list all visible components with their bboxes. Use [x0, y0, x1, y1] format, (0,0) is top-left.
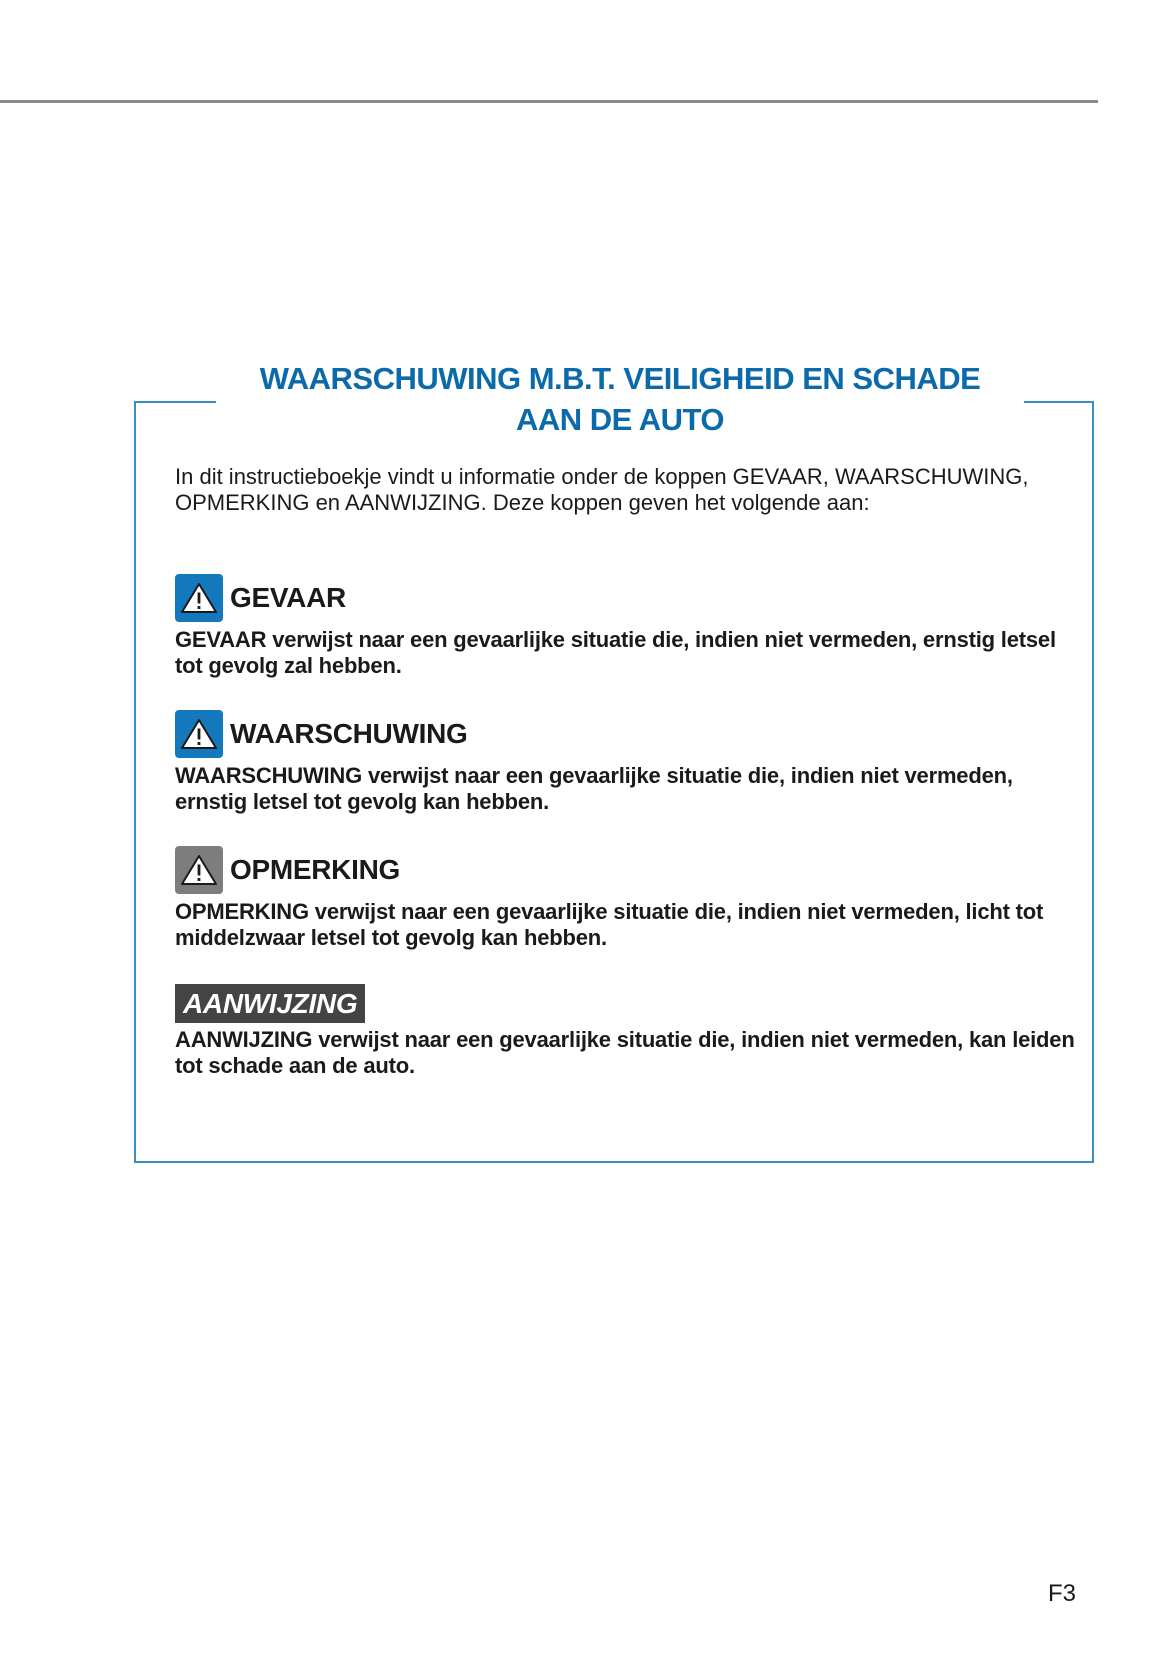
warning-triangle-icon [175, 574, 223, 622]
section-text-opmerking: OPMERKING verwijst naar een gevaarlijke situatie die, indien niet vermeden, licht tot middelzwaar letsel tot gevolg kan hebben. [175, 899, 1044, 950]
section-label-aanwijzing: AANWIJZING [175, 984, 365, 1023]
page-title-line2: AAN DE AUTO [515, 402, 725, 437]
page-number: F3 [1048, 1580, 1077, 1607]
page-title [216, 358, 1024, 440]
section-label-gevaar: GEVAAR [230, 582, 346, 613]
page-title-line1: WAARSCHUWING M.B.T. VEILIGHEID EN SCHADE [259, 361, 981, 396]
section-heading-waarschuwing [175, 710, 468, 758]
top-rule [0, 100, 1098, 103]
section-text-aanwijzing: AANWIJZING verwijst naar een gevaarlijke situatie die, indien niet vermeden, kan leiden tot schade aan de auto. [175, 1027, 1075, 1078]
section-label-waarschuwing: WAARSCHUWING [230, 718, 468, 749]
warning-triangle-icon [175, 710, 223, 758]
section-heading-gevaar [175, 574, 346, 622]
section-heading-opmerking [175, 846, 400, 894]
warning-triangle-icon [175, 846, 223, 894]
section-label-opmerking: OPMERKING [230, 854, 400, 885]
section-text-gevaar: GEVAAR verwijst naar een gevaarlijke situatie die, indien niet vermeden, ernstig letsel tot gevolg zal hebben. [175, 627, 1056, 678]
section-text-waarschuwing: WAARSCHUWING verwijst naar een gevaarlijke situatie die, indien niet vermeden, ernstig letsel tot gevolg kan hebben. [175, 763, 1013, 814]
intro-paragraph: In dit instructieboekje vindt u informatie onder de koppen GEVAAR, WAARSCHUWING, OPMERKING en AANWIJZING. Deze koppen geven het volgende aan: [175, 464, 1029, 515]
